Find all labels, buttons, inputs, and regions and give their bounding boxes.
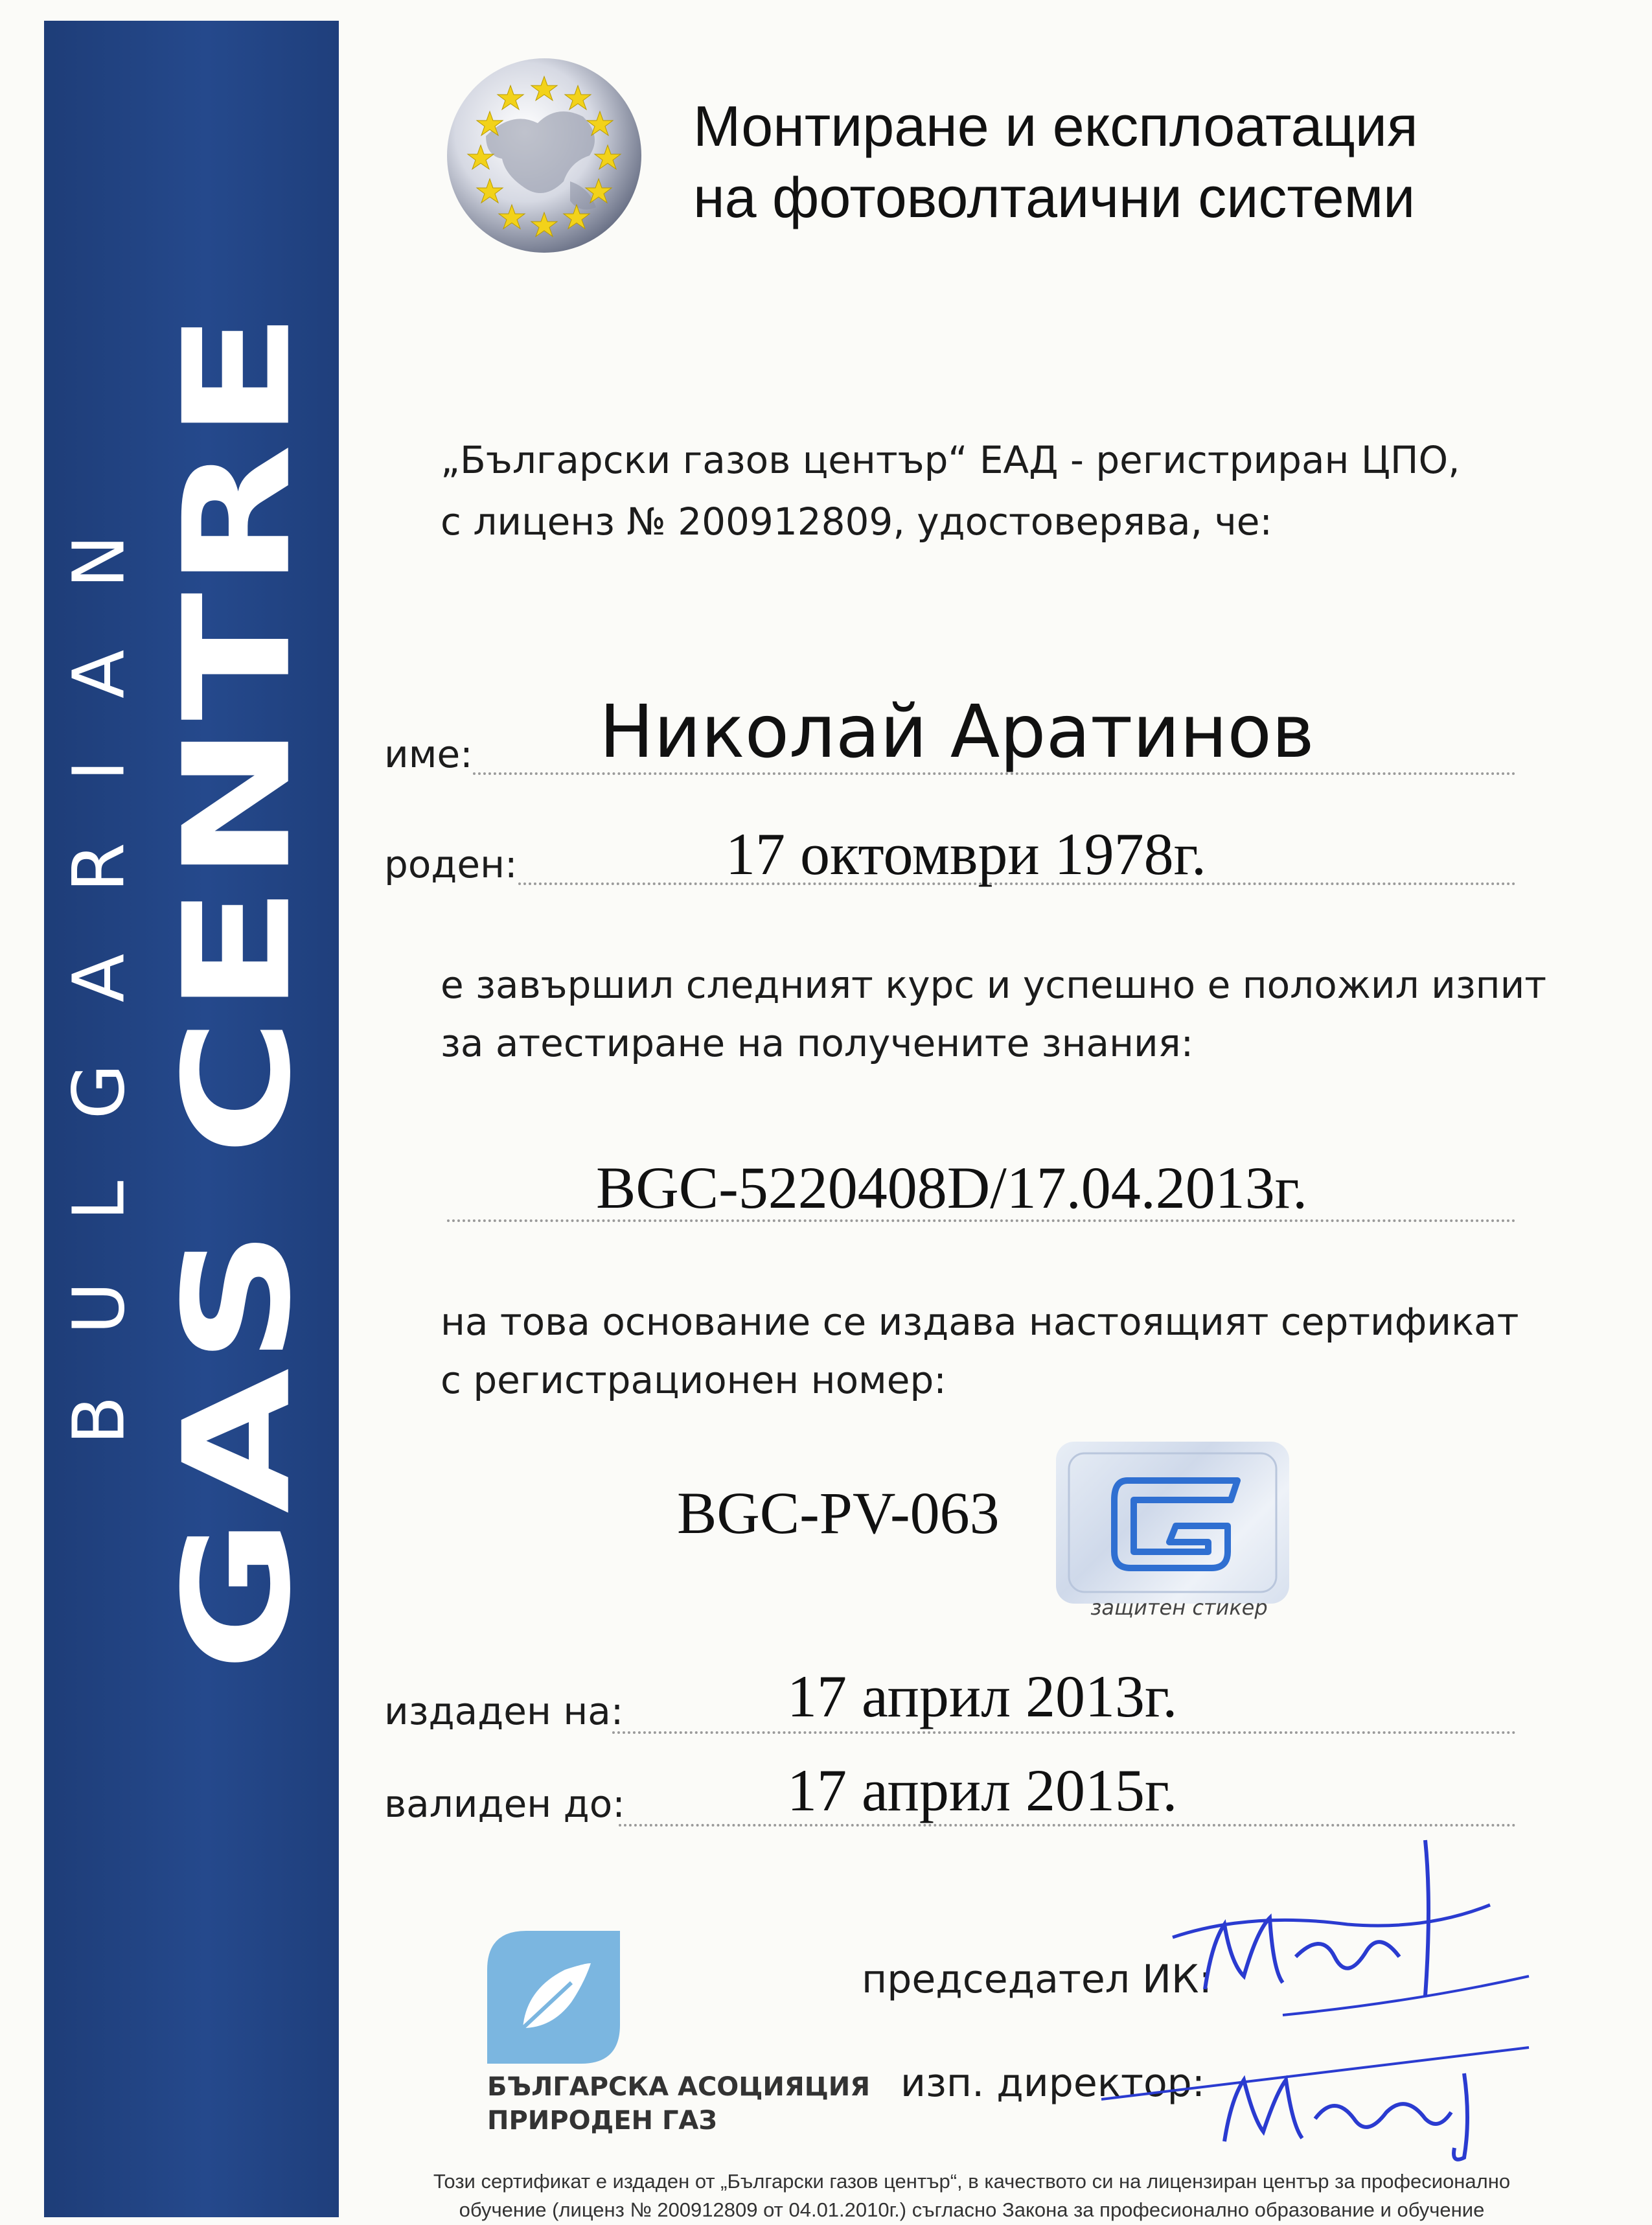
footer-line2: обучение (лиценз № 200912809 от 04.01.2010г.) съгласно Закона за професионално образование и обучение	[459, 2198, 1485, 2221]
chair-signature	[1153, 1827, 1568, 2022]
course-title	[693, 91, 1613, 233]
course-title-line2: на фотоволтаични системи	[693, 165, 1416, 229]
certificate-text-line2: с регистрационен номер:	[441, 1358, 946, 1402]
gas-association-leaf-icon	[487, 1931, 620, 2064]
course-text-line2: за атестиране на получените знания:	[441, 1021, 1194, 1065]
chair-label: председател ИК:	[862, 1957, 1212, 2002]
birth-date: 17 октомври 1978г.	[726, 821, 1206, 887]
issuer-line2: с лиценз № 200912809, удостоверява, че:	[441, 500, 1272, 544]
issued-date: 17 април 2013г.	[787, 1663, 1178, 1729]
brand-banner	[44, 21, 339, 2217]
course-dotted-line	[447, 1219, 1516, 1222]
director-signature	[1101, 2002, 1568, 2164]
footer-line1: Този сертификат е издаден от „Български газов център“, в качеството си на лицензиран център за професионално	[433, 2170, 1511, 2193]
valid-date: 17 април 2015г.	[787, 1757, 1178, 1823]
footer-note	[363, 2167, 1581, 2224]
certificate-text-line1: на това основание се издава настоящият сертификат	[441, 1300, 1519, 1344]
course-code: BGC-5220408D/17.04.2013г.	[596, 1155, 1308, 1221]
issued-label: издаден на:	[384, 1689, 624, 1733]
valid-label: валиден до:	[384, 1782, 625, 1826]
banner-rotated-text	[44, 21, 339, 1962]
course-title-line1: Монтиране и експлоатация	[693, 94, 1418, 158]
association-name	[487, 2070, 870, 2138]
director-label: изп. директор:	[901, 2060, 1205, 2106]
banner-big-text: GAS CENTRE	[152, 307, 323, 1672]
issuer-line1: „Български газов център“ ЕАД - регистриран ЦПО,	[441, 438, 1460, 482]
issued-dotted-line	[612, 1731, 1516, 1734]
banner-small-text: BULGARIAN	[57, 473, 141, 1445]
course-text-line1: е завършил следният курс и успешно е положил изпит	[441, 963, 1547, 1007]
born-label: роден:	[384, 842, 518, 886]
name-label: име:	[384, 732, 473, 776]
association-name-line2: ПРИРОДЕН ГАЗ	[487, 2106, 717, 2136]
person-name: Николай Аратинов	[599, 690, 1314, 774]
association-name-line1: БЪЛГАРСКА АСОЦИЯЦИЯ	[487, 2072, 871, 2102]
certificate-number: BGC-PV-063	[677, 1480, 1000, 1546]
globe-stars-logo	[441, 52, 648, 259]
sticker-gas-logo-icon	[1056, 1442, 1289, 1604]
security-sticker	[1056, 1442, 1289, 1604]
sticker-caption: защитен стикер	[1090, 1595, 1268, 1620]
